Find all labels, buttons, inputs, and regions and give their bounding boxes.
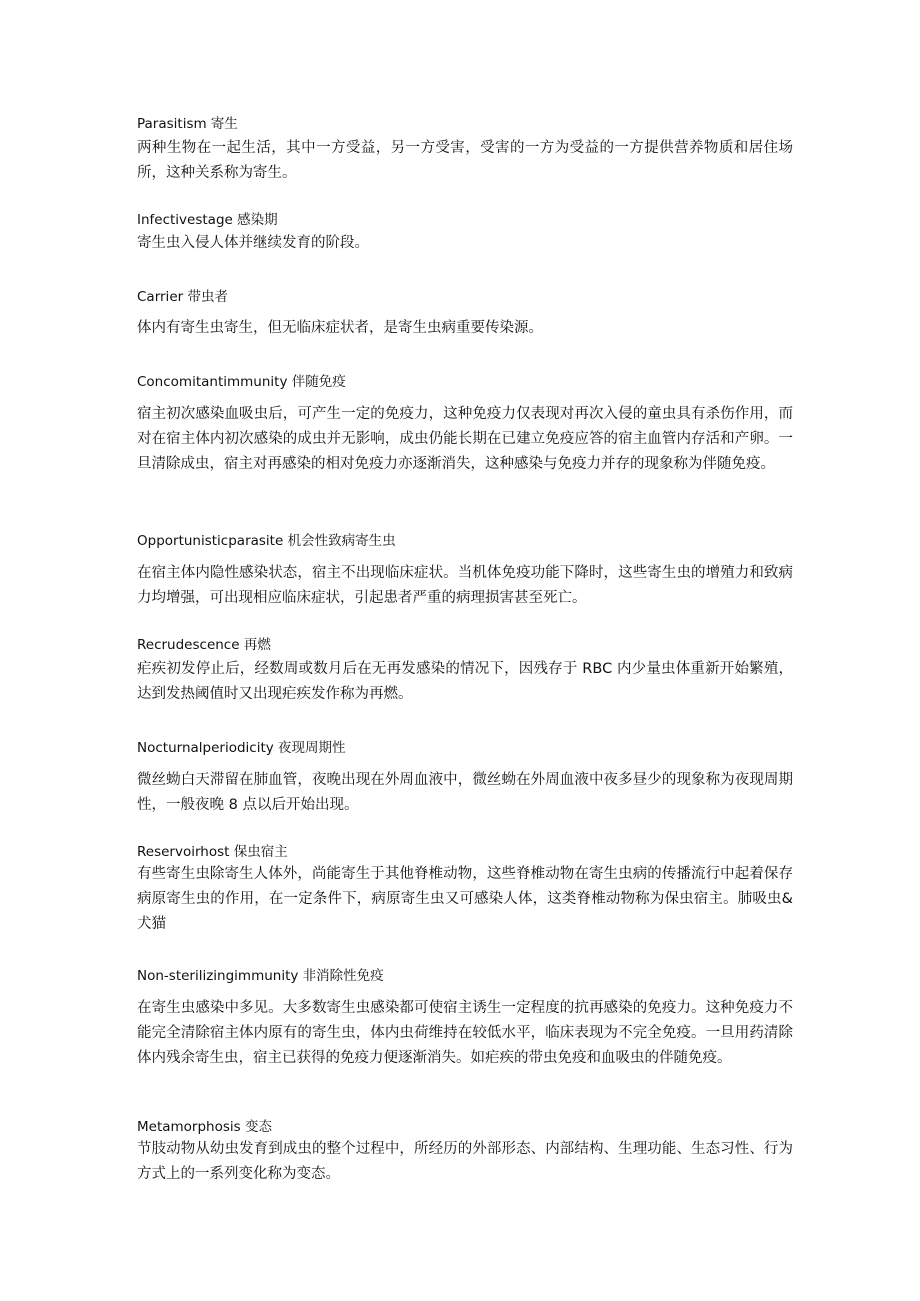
term-definition: 在宿主体内隐性感染状态，宿主不出现临床症状。当机体免疫功能下降时，这些寄生虫的增殖力和致病力均增强，可出现相应临床症状，引起患者严重的病理损害甚至死亡。	[137, 565, 793, 606]
term-heading: Non-sterilizingimmunity 非消除性免疫	[137, 968, 384, 984]
term-definition: 体内有寄生虫寄生，但无临床症状者，是寄生虫病重要传染源。	[137, 320, 543, 336]
term-heading: Recrudescence 再燃	[137, 637, 271, 653]
term-heading: Nocturnalperiodicity 夜现周期性	[137, 740, 346, 756]
term-definition: 疟疾初发停止后，经数周或数月后在无再发感染的情况下，因残存于 RBC 内少量虫体重新开始繁殖，达到发热阈值时又出现疟疾发作称为再燃。	[137, 661, 793, 702]
term-heading: Concomitantimmunity 伴随免疫	[137, 374, 346, 390]
term-heading: Parasitism 寄生	[137, 116, 238, 132]
term-definition: 有些寄生虫除寄生人体外，尚能寄生于其他脊椎动物，这些脊椎动物在寄生虫病的传播流行中起着保存病原寄生虫的作用，在一定条件下，病原寄生虫又可感染人体，这类脊椎动物称为保虫宿主。肺吸虫&犬猫	[137, 866, 793, 932]
term-heading: Metamorphosis 变态	[137, 1119, 272, 1135]
term-heading: Infectivestage 感染期	[137, 212, 278, 228]
term-definition: 两种生物在一起生活，其中一方受益，另一方受害，受害的一方为受益的一方提供营养物质和居住场所，这种关系称为寄生。	[137, 140, 793, 181]
term-definition: 宿主初次感染血吸虫后，可产生一定的免疫力，这种免疫力仅表现对再次入侵的童虫具有杀伤作用，而对在宿主体内初次感染的成虫并无影响，成虫仍能长期在已建立免疫应答的宿主血管内存活和产卵。一旦清除成虫，宿主对再感染的相对免疫力亦逐渐消失，这种感染与免疫力并存的现象称为伴随免疫。	[137, 406, 793, 472]
term-definition: 节肢动物从幼虫发育到成虫的整个过程中，所经历的外部形态、内部结构、生理功能、生态习性、行为方式上的一系列变化称为变态。	[137, 1141, 793, 1182]
term-heading: Reservoirhost 保虫宿主	[137, 844, 288, 860]
term-definition: 寄生虫入侵人体并继续发育的阶段。	[137, 235, 369, 251]
term-heading: Carrier 带虫者	[137, 289, 228, 305]
term-definition: 在寄生虫感染中多见。大多数寄生虫感染都可使宿主诱生一定程度的抗再感染的免疫力。这种免疫力不能完全清除宿主体内原有的寄生虫，体内虫荷维持在较低水平，临床表现为不完全免疫。一旦用药清除体内残余寄生虫，宿主已获得的免疫力便逐渐消失。如疟疾的带虫免疫和血吸虫的伴随免疫。	[137, 1000, 793, 1066]
term-heading: Opportunisticparasite 机会性致病寄生虫	[137, 533, 396, 549]
term-definition: 微丝蚴白天滞留在肺血管，夜晚出现在外周血液中，微丝蚴在外周血液中夜多昼少的现象称为夜现周期性，一般夜晚 8 点以后开始出现。	[137, 772, 793, 813]
